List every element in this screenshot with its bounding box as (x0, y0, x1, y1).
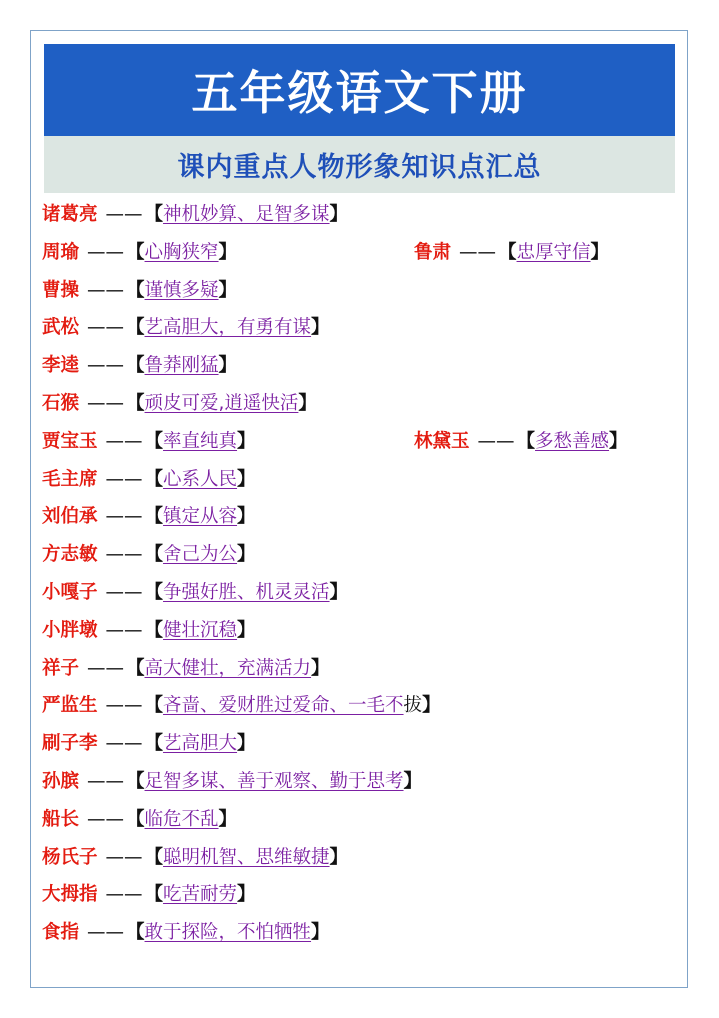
dash-separator: —— (105, 544, 143, 566)
list-row (42, 876, 682, 914)
character-name: 船长 (42, 808, 80, 830)
page-title: 五年级语文下册 (191, 66, 528, 120)
list-row (42, 650, 682, 688)
list-row (42, 687, 682, 725)
bracket-close: 】 (329, 846, 349, 868)
character-name: 大拇指 (42, 884, 98, 906)
character-name: 杨氏子 (42, 846, 98, 868)
character-name: 刘伯承 (42, 506, 98, 528)
dash-separator: —— (459, 241, 497, 263)
bracket-close: 】 (403, 770, 423, 792)
character-name: 祥子 (42, 657, 80, 679)
character-name: 方志敏 (42, 544, 98, 566)
list-row (42, 272, 682, 310)
character-entry (42, 801, 237, 839)
list-row (42, 347, 682, 385)
bracket-close: 】 (218, 808, 238, 830)
dash-separator: —— (477, 430, 515, 452)
character-trait: 镇定从容 (163, 506, 238, 528)
dash-separator: —— (87, 922, 125, 944)
character-list (42, 196, 682, 952)
dash-separator: —— (87, 392, 125, 414)
bracket-close: 】 (237, 619, 256, 641)
character-name: 诸葛亮 (42, 204, 98, 225)
character-entry (42, 687, 441, 725)
character-entry (42, 725, 256, 763)
list-row (42, 498, 682, 536)
list-row (42, 423, 682, 461)
character-name: 小胖墩 (42, 619, 98, 641)
bracket-close: 】 (237, 430, 256, 452)
character-entry (42, 498, 256, 536)
bracket-open: 【 (516, 430, 536, 452)
character-entry (42, 914, 330, 952)
bracket-open: 【 (126, 317, 145, 339)
character-entry (42, 309, 330, 347)
dash-separator: —— (105, 581, 143, 603)
character-entry (414, 234, 609, 272)
bracket-close: 】 (311, 922, 330, 944)
character-entry (42, 385, 317, 423)
bracket-open: 【 (126, 657, 145, 679)
dash-separator: —— (105, 468, 143, 490)
dash-separator: —— (87, 657, 125, 679)
bracket-open: 【 (144, 695, 164, 717)
dash-separator: —— (105, 695, 143, 717)
bracket-open: 【 (144, 619, 164, 641)
character-trait: 高大健壮，充满活力 (144, 657, 312, 679)
bracket-open: 【 (144, 468, 164, 490)
list-row (42, 234, 682, 272)
bracket-close: 】 (237, 468, 256, 490)
character-name: 林黛玉 (414, 430, 470, 452)
subtitle-banner (44, 136, 675, 193)
bracket-close: 】 (422, 695, 441, 717)
character-trait: 艺高胆大 (163, 733, 238, 755)
bracket-close: 】 (329, 204, 349, 225)
bracket-open: 【 (144, 506, 164, 528)
character-trait: 神机妙算、足智多谋 (163, 204, 330, 225)
bracket-close: 】 (218, 279, 238, 301)
character-trait: 顽皮可爱,逍遥快活 (144, 392, 299, 414)
dash-separator: —— (105, 884, 143, 906)
list-row (42, 914, 682, 952)
bracket-open: 【 (126, 808, 145, 830)
bracket-open: 【 (498, 241, 517, 263)
bracket-open: 【 (126, 355, 145, 377)
dash-separator: —— (87, 355, 125, 377)
character-entry (42, 763, 422, 801)
list-row (42, 574, 682, 612)
bracket-close: 】 (311, 657, 330, 679)
dash-separator: —— (105, 733, 143, 755)
bracket-close: 】 (237, 506, 256, 528)
character-entry (42, 347, 237, 385)
character-name: 小嘎子 (42, 581, 98, 603)
character-name: 孙膑 (42, 770, 80, 792)
character-entry (42, 876, 256, 914)
dash-separator: —— (105, 430, 143, 452)
dash-separator: —— (87, 241, 125, 263)
character-trait: 吃苦耐劳 (163, 884, 238, 906)
character-entry (42, 612, 256, 650)
character-trait: 临危不乱 (144, 808, 219, 830)
character-entry (42, 650, 330, 688)
bracket-open: 【 (126, 279, 145, 301)
dash-separator: —— (105, 846, 143, 868)
character-entry (42, 461, 256, 499)
bracket-close: 】 (298, 392, 317, 414)
bracket-open: 【 (126, 922, 145, 944)
character-name: 鲁肃 (414, 241, 452, 263)
character-name: 严监生 (42, 695, 98, 717)
bracket-close: 】 (237, 544, 256, 566)
dash-separator: —— (105, 506, 143, 528)
bracket-close: 】 (237, 733, 256, 755)
bracket-open: 【 (144, 204, 164, 225)
bracket-close: 】 (609, 430, 628, 452)
character-entry (42, 574, 348, 612)
character-trait: 忠厚守信 (516, 241, 591, 263)
character-entry (414, 423, 628, 461)
character-trait: 鲁莽刚猛 (144, 355, 219, 377)
character-entry (42, 423, 256, 461)
list-row (42, 612, 682, 650)
bracket-open: 【 (126, 241, 145, 263)
title-banner (44, 44, 675, 136)
list-row (42, 461, 682, 499)
character-name: 刷子李 (42, 733, 98, 755)
bracket-open: 【 (126, 392, 145, 414)
character-trait: 舍己为公 (163, 544, 238, 566)
character-name: 周瑜 (42, 241, 80, 263)
list-row (42, 536, 682, 574)
character-trait: 足智多谋、善于观察、勤于思考 (144, 770, 404, 792)
character-entry (42, 234, 237, 272)
bracket-open: 【 (144, 733, 164, 755)
character-name: 贾宝玉 (42, 430, 98, 452)
character-trait: 争强好胜、机灵灵活 (163, 581, 330, 603)
bracket-open: 【 (144, 846, 164, 868)
dash-separator: —— (105, 204, 143, 225)
bracket-open: 【 (144, 430, 164, 452)
bracket-close: 】 (237, 884, 256, 906)
character-trait: 艺高胆大，有勇有谋 (144, 317, 312, 339)
character-name: 食指 (42, 922, 80, 944)
character-trait: 健壮沉稳 (163, 619, 238, 641)
character-entry (42, 196, 348, 234)
character-name: 曹操 (42, 279, 80, 301)
list-row (42, 385, 682, 423)
character-trait: 率直纯真 (163, 430, 238, 452)
character-entry (42, 536, 256, 574)
character-trait: 谨慎多疑 (144, 279, 219, 301)
bracket-open: 【 (126, 770, 145, 792)
character-trait: 聪明机智、思维敏捷 (163, 846, 330, 868)
character-name: 李逵 (42, 355, 80, 377)
list-row (42, 801, 682, 839)
character-trait: 心系人民 (163, 468, 238, 490)
list-row (42, 839, 682, 877)
bracket-close: 】 (590, 241, 610, 263)
page-subtitle: 课内重点人物形象知识点汇总 (177, 152, 542, 183)
dash-separator: —— (105, 619, 143, 641)
character-trait: 敢于探险，不怕牺牲 (144, 922, 312, 944)
dash-separator: —— (87, 770, 125, 792)
bracket-open: 【 (144, 884, 164, 906)
character-name: 毛主席 (42, 468, 98, 490)
character-entry (42, 839, 348, 877)
bracket-close: 】 (218, 241, 238, 263)
bracket-open: 【 (144, 581, 164, 603)
list-row (42, 763, 682, 801)
bracket-close: 】 (329, 581, 349, 603)
list-row (42, 196, 682, 234)
character-trait-tail: 拔 (403, 695, 423, 717)
dash-separator: —— (87, 317, 125, 339)
bracket-close: 】 (218, 355, 238, 377)
character-name: 石猴 (42, 392, 80, 414)
list-row (42, 309, 682, 347)
list-row (42, 725, 682, 763)
character-name: 武松 (42, 317, 80, 339)
character-trait: 吝啬、爱财胜过爱命、一毛不 (163, 695, 404, 717)
character-trait: 心胸狭窄 (144, 241, 219, 263)
character-trait: 多愁善感 (535, 430, 610, 452)
dash-separator: —— (87, 279, 125, 301)
character-entry (42, 272, 237, 310)
dash-separator: —— (87, 808, 125, 830)
bracket-open: 【 (144, 544, 164, 566)
bracket-close: 】 (311, 317, 330, 339)
